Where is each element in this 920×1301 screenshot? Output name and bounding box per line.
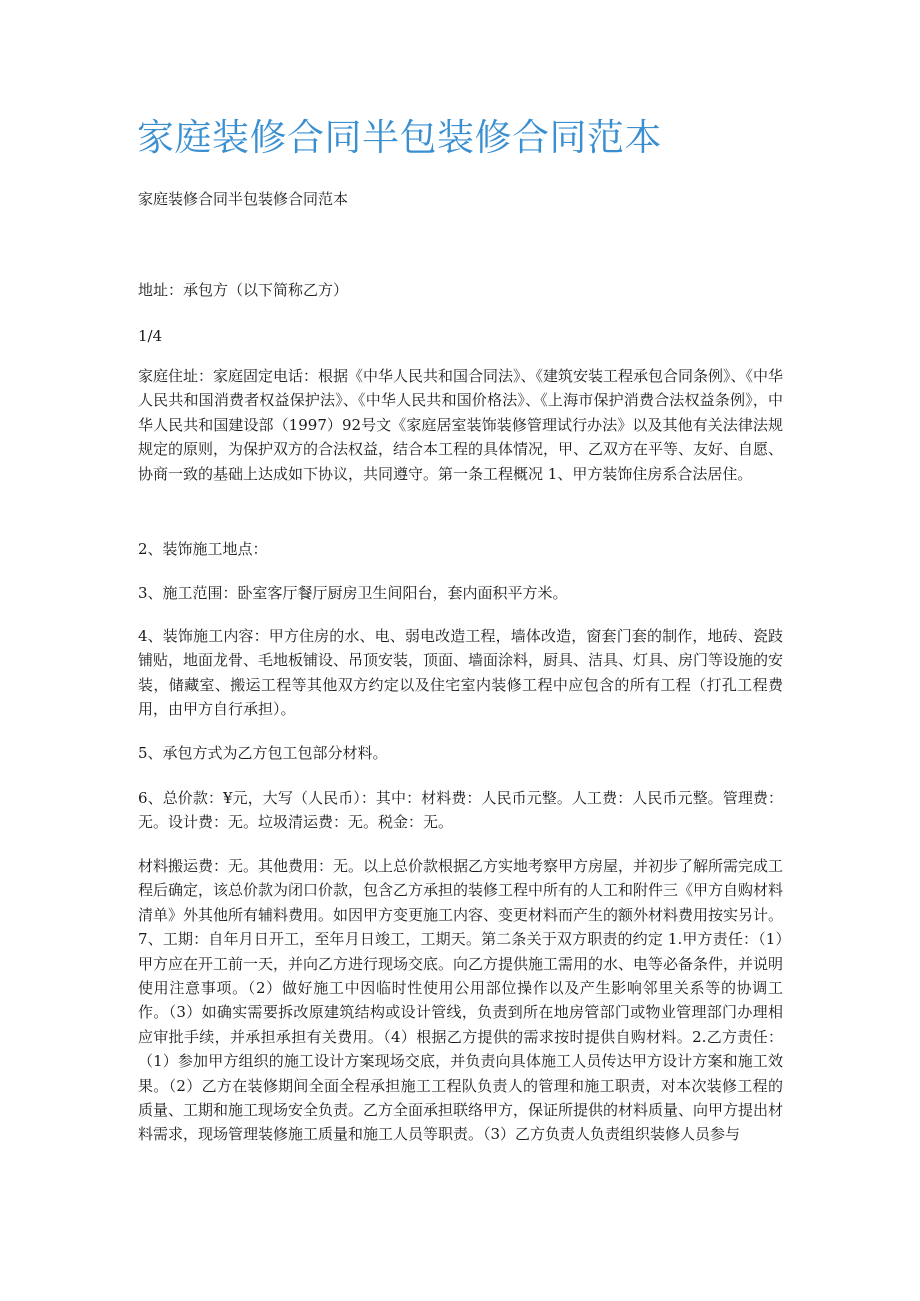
paragraph-item-3: 3、施工范围：卧室客厅餐厅厨房卫生间阳台，套内面积平方米。 bbox=[138, 584, 568, 602]
address-line: 地址：承包方（以下简称乙方） bbox=[138, 281, 349, 299]
page-marker: 1/4 bbox=[138, 327, 163, 345]
paragraph-item-6: 6、总价款：¥元，大写（人民币）：其中：材料费：人民币元整。人工费：人民币元整。管理费：无。设计费：无。垃圾清运费：无。税金：无。 bbox=[138, 789, 783, 832]
paragraph-responsibilities: 材料搬运费：无。其他费用：无。以上总价款根据乙方实地考察甲方房屋，并初步了解所需完成工程后确定，该总价款为闭口价款，包含乙方承担的装修工程中所有的人工和附件三《甲方自购材料清单》外其他所有辅料费用。如因甲方变更施工内容、变更材料而产生的额外材料费用按实另计。7、工期：自年月日开工，至年月日竣工，工期天。第二条关于双方职责的约定 1.甲方责任：（1）甲方应在开工前一天，并向乙方进行现场交底。向乙方提供施工需用的水、电等必备条件，并说明使用注意事项。（2）做好施工中因临时性使用公用部位操作以及产生影响邻里关系等的协调工作。（3）如确实需要拆改原建筑结构或设计管线，负责到所在地房管部门或物业管理部门办理相应审批手续，并承担承担有关费用。（4）根据乙方提供的需求按时提供自购材料。2.乙方责任：（1）参加甲方组织的施工设计方案现场交底，并负责向具体施工人员传达甲方设计方案和施工效果。（2）乙方在装修期间全面全程承担施工工程队负责人的管理和施工职责，对本次装修工程的质量、工期和施工现场安全负责。乙方全面承担联络甲方，保证所提供的材料质量、向甲方提出材料需求，现场管理装修施工质量和施工人员等职责。（3）乙方负责人负责组织装修人员参与 bbox=[138, 857, 784, 1144]
paragraph-item-4: 4、装饰施工内容：甲方住房的水、电、弱电改造工程，墙体改造，窗套门套的制作，地砖、瓷跂铺贴，地面龙骨、毛地板铺设、吊顶安装，顶面、墙面涂料，厨具、洁具、灯具、房门等设施的安装，储藏室、搬运工程等其他双方约定以及住宅室内装修工程中应包含的所有工程（打孔工程费用，由甲方自行承担）。 bbox=[138, 627, 784, 719]
paragraph-item-5: 5、承包方式为乙方包工包部分材料。 bbox=[138, 744, 388, 762]
paragraph-item-2: 2、装饰施工地点： bbox=[138, 540, 268, 558]
document-subtitle: 家庭装修合同半包装修合同范本 bbox=[138, 190, 349, 208]
document-title: 家庭装修合同半包装修合同范本 bbox=[137, 116, 662, 159]
paragraph-preamble: 家庭住址：家庭固定电话：根据《中华人民共和国合同法》、《建筑安装工程承包合同条例》、《中华人民共和国消费者权益保护法》、《中华人民共和国价格法》、《上海市保护消费合法权益条例》，中华人民共和国建设部（1997）92号文《家庭居室装饰装修管理试行办法》以及其他有关法律法规规定的原则，为保护双方的合法权益，结合本工程的具体情况，甲、乙双方在平等、友好、自愿、协商一致的基础上达成如下协议，共同遵守。第一条工程概况 1、甲方装饰住房系合法居住。 bbox=[138, 367, 784, 483]
